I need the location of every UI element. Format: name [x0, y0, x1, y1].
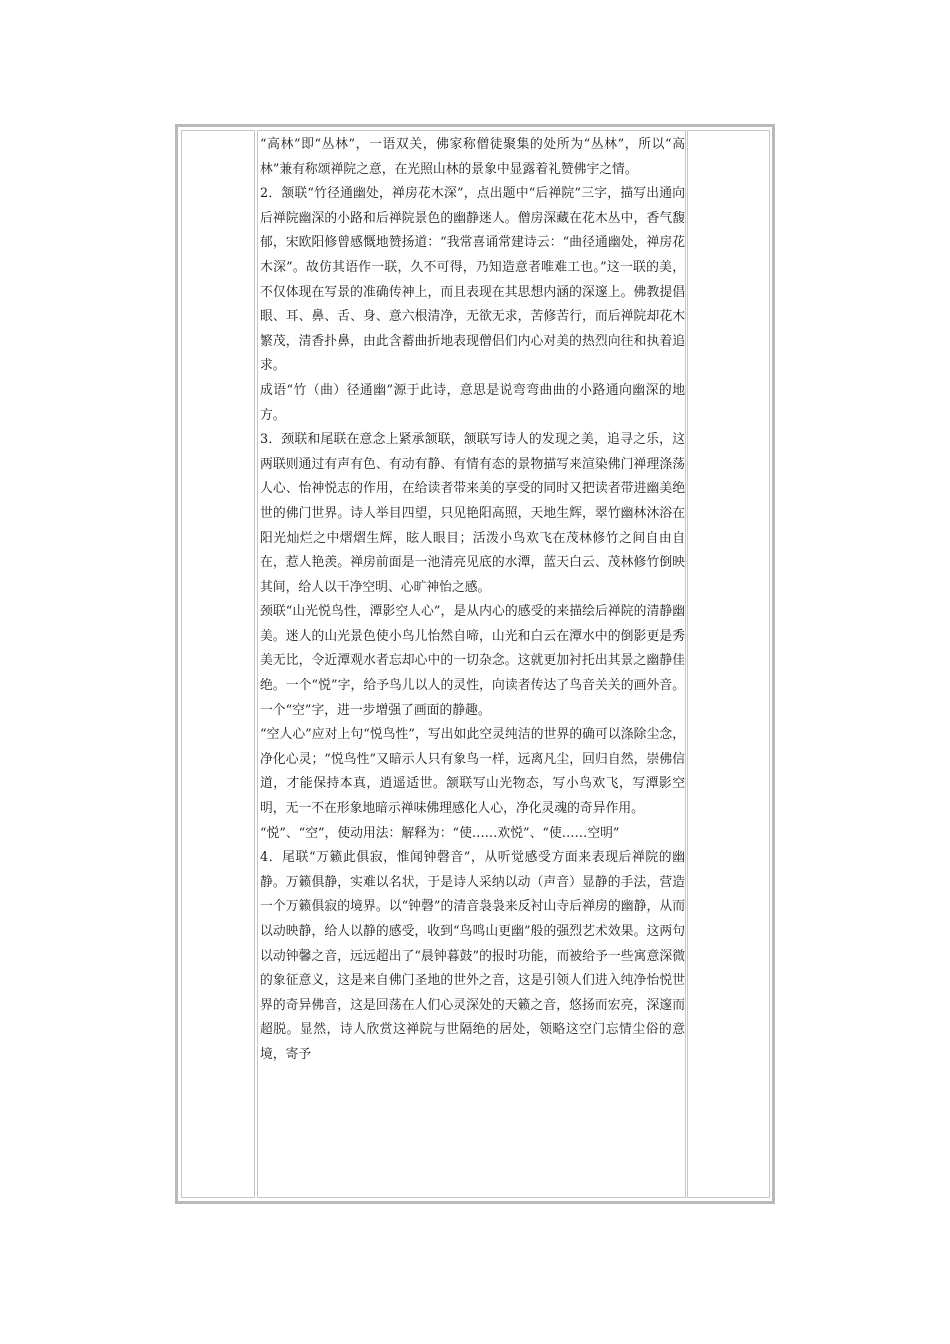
table-cell-right — [687, 130, 770, 1198]
paragraph-3: 成语“竹（曲）径通幽”源于此诗，意思是说弯弯曲曲的小路通向幽深的地方。 — [260, 382, 685, 423]
paragraph-4: 3．颈联和尾联在意念上紧承颔联，颔联写诗人的发现之美，追寻之乐，这两联则通过有声有色、有动有静、有情有态的景物描写来渲染佛门禅理涤荡人心、怡神悦志的作用，在给读者带来美的享受的同时又把读者带进幽美绝世的佛门世界。诗人举目四望，只见艳阳高照，天地生辉，翠竹幽林沐浴在阳光灿烂之中熠熠生辉，眩人眼目；活泼小鸟欢飞在茂林修竹之间自由自在，惹人艳羡。禅房前面是一池清亮见底的水潭，蓝天白云、茂林修竹倒映其间，给人以干净空明、心旷神怡之感。 — [260, 432, 685, 595]
table-cell-content — [257, 130, 686, 1198]
table-cell-left — [181, 130, 255, 1198]
paragraph-7: “悦”、“空”，使动用法：解释为：“使……欢悦”、“使……空明” — [260, 825, 620, 841]
paragraph-5: 颈联“山光悦鸟性，潭影空人心”，是从内心的感受的来描绘后禅院的清静幽美。迷人的山光景色使小鸟儿怡然自啼，山光和白云在潭水中的倒影更是秀美无比，令近潭观水者忘却心中的一切杂念。这就更加衬托出其景之幽静佳绝。一个“悦”字，给予鸟儿以人的灵性，向读者传达了鸟音关关的画外音。一个“空”字，进一步增强了画面的静趣。 — [260, 604, 685, 718]
paragraph-6: “空人心”应对上句“悦鸟性”，写出如此空灵纯洁的世界的确可以涤除尘念，净化心灵；“悦鸟性”又暗示人只有象鸟一样，远离凡尘，回归自然，崇佛信道，才能保持本真，逍遥适世。颔联写山光物态，写小鸟欢飞，写潭影空明，无一不在形象地暗示禅味佛理感化人心，净化灵魂的奇异作用。 — [260, 727, 685, 817]
table-frame — [175, 124, 775, 1204]
paragraph-8: 4．尾联“万籁此俱寂，惟闻钟磬音”，从听觉感受方面来表现后禅院的幽静。万籁俱静，实难以名状，于是诗人采纳以动（声音）显静的手法，营造一个万籁俱寂的境界。以“钟磬”的清音袅袅来反衬山寺后禅房的幽静，从而以动映静，给人以静的感受，收到“鸟鸣山更幽”般的强烈艺术效果。这两句以动钟馨之音，远远超出了“晨钟暮鼓”的报时功能，而被给予一些寓意深微的象征意义，这是来自佛门圣地的世外之音，这是引领人们进入纯净怡悦世界的奇异佛音，这是回荡在人们心灵深处的天籁之音，悠扬而宏亮，深邃而超脱。显然，诗人欣赏这禅院与世隔绝的居处，领略这空门忘情尘俗的意境，寄予 — [260, 850, 685, 1062]
paragraph-2: 2．颔联“竹径通幽处，禅房花木深”，点出题中“后禅院”三字，描写出通向后禅院幽深的小路和后禅院景色的幽静迷人。僧房深藏在花木丛中，香气馥郁，宋欧阳修曾感慨地赞扬道：“我常喜诵常建诗云：“曲径通幽处，禅房花木深”。故仿其语作一联，久不可得，乃知造意者唯难工也。”这一联的美，不仅体现在写景的准确传神上，而且表现在其思想内涵的深邃上。佛教提倡眼、耳、鼻、舌、身、意六根清净，无欲无求，苦修苦行，而后禅院却花木繁茂，清香扑鼻，由此含蓄曲折地表现僧侣们内心对美的热烈向往和执着追求。 — [260, 186, 685, 374]
article-text — [258, 131, 686, 1068]
paragraph-1: “高林”即“丛林”，一语双关，佛家称僧徒聚集的处所为“丛林”，所以“高林”兼有称颂禅院之意，在光照山林的景象中显露着礼赞佛宇之情。 — [260, 137, 685, 177]
